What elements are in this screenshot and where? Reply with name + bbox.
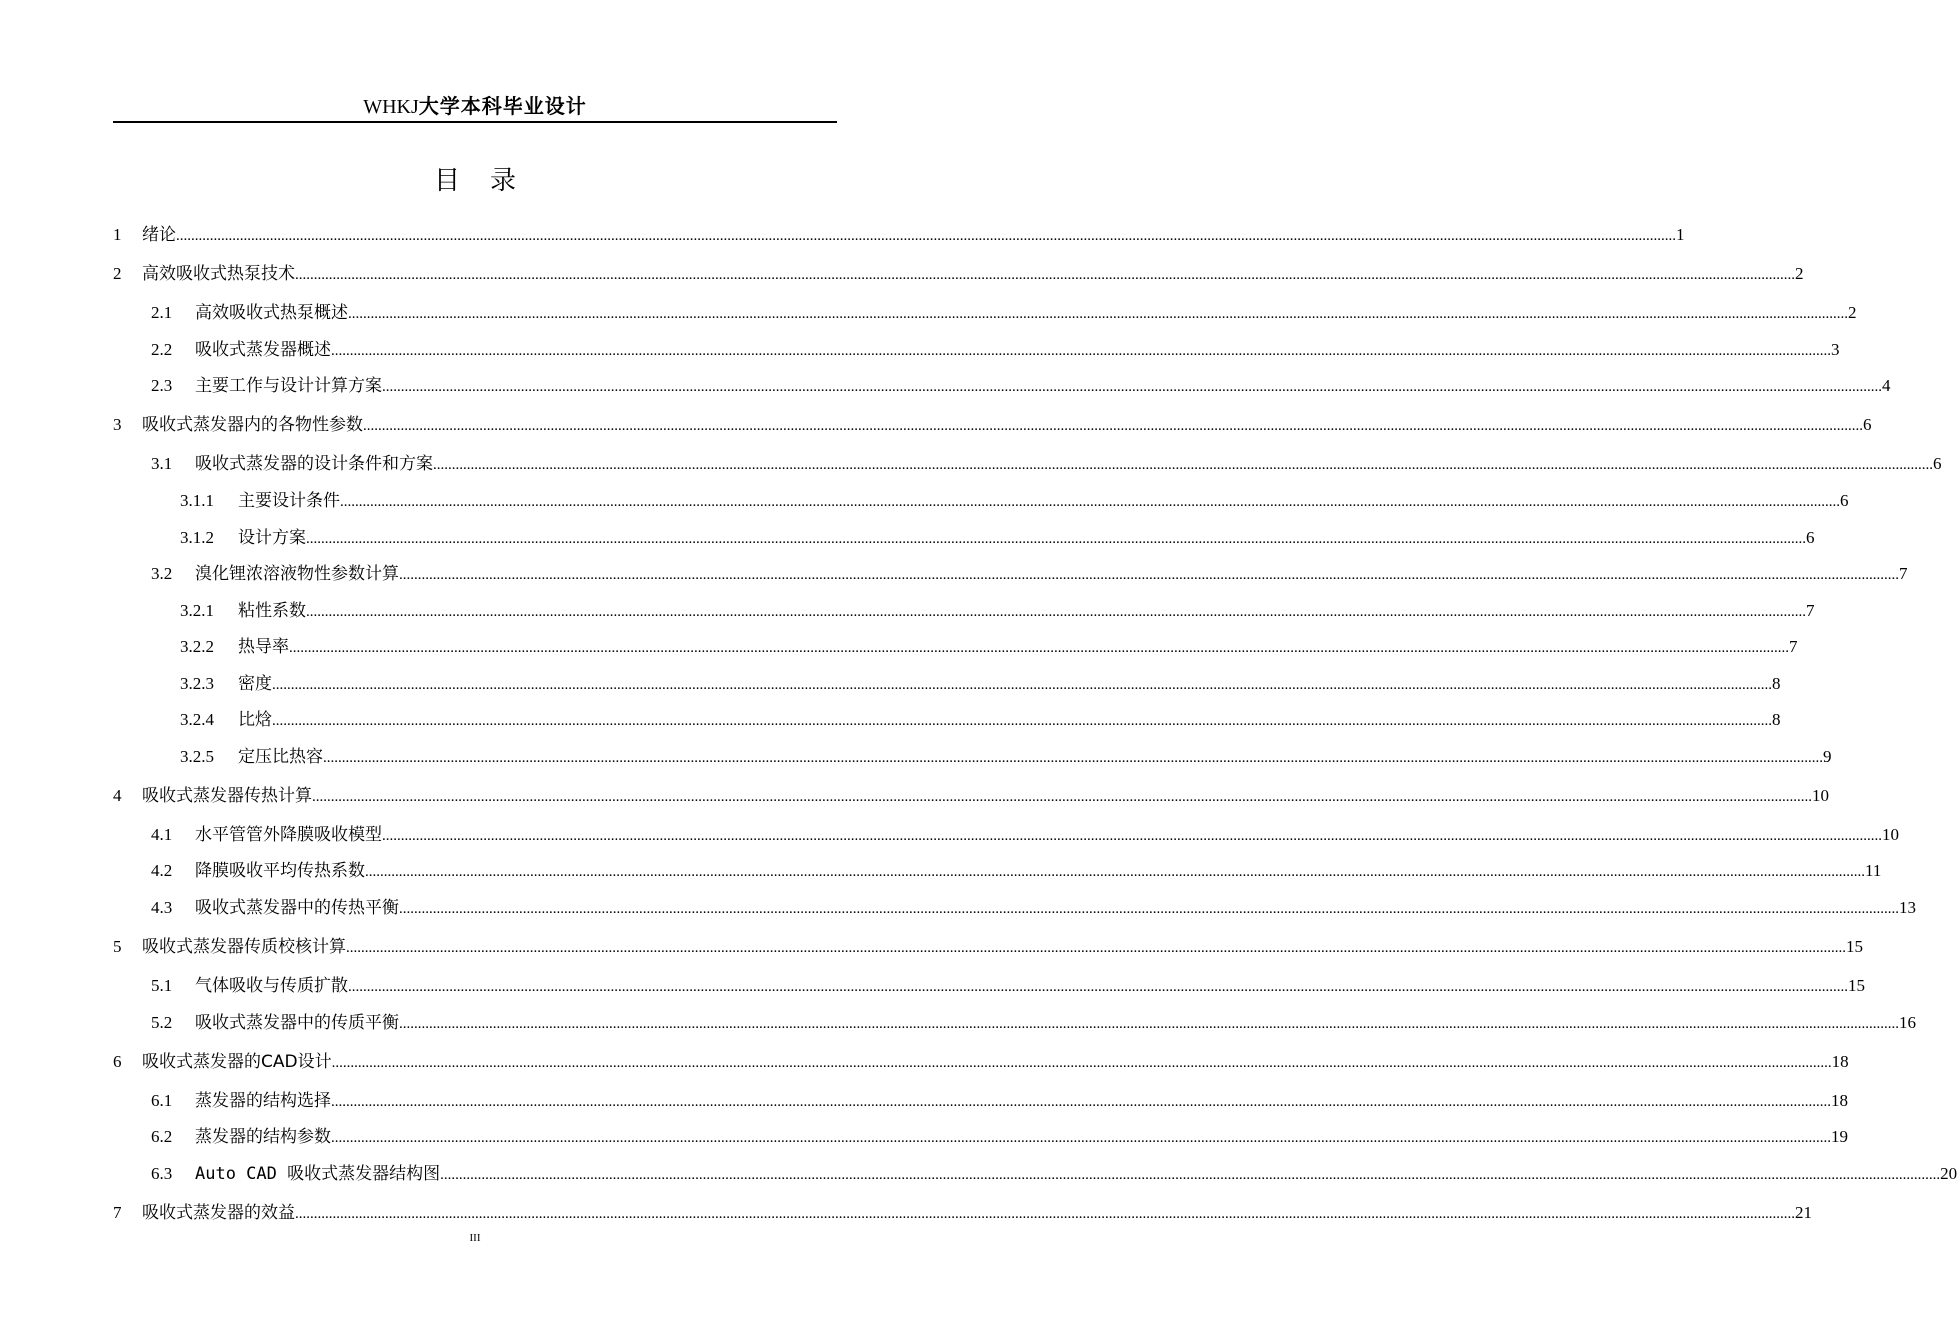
toc-entry-label: 蒸发器的结构选择: [195, 1091, 331, 1111]
toc-entry-page: 6: [1840, 491, 1849, 510]
toc-entry[interactable]: [113, 488, 1849, 514]
toc-entry-page: 10: [1812, 786, 1829, 805]
toc-entry-label: 溴化锂浓溶液物性参数计算: [195, 564, 399, 584]
toc-entry[interactable]: [113, 973, 1865, 999]
toc-entry-number: 2.1: [151, 303, 173, 322]
toc-entry-label: 主要工作与设计计算方案: [195, 376, 382, 396]
toc-entry[interactable]: [113, 561, 1908, 587]
toc-entry-label: 吸收式蒸发器中的传热平衡: [195, 898, 399, 918]
toc-entry[interactable]: [113, 598, 1815, 624]
toc-entry[interactable]: [113, 337, 1840, 363]
toc-entry[interactable]: [113, 222, 1685, 248]
toc-leader-dots: ................................................................................................................................................................................................................................................................................................................................................................................................................: [348, 979, 1848, 995]
toc-entry-label: 高效吸收式热泵技术: [142, 264, 295, 284]
toc-leader-dots: ................................................................................................................................................................................................................................................................................................................................................................................................................: [399, 1016, 1899, 1032]
toc-entry-page: 3: [1831, 340, 1840, 359]
toc-entry-label: 蒸发器的结构参数: [195, 1127, 331, 1147]
toc-entry-number: 3.2.2: [180, 637, 214, 656]
toc-entry[interactable]: [113, 744, 1832, 770]
toc-entry[interactable]: [113, 1124, 1848, 1150]
toc-entry-number: 3.1.2: [180, 528, 214, 547]
toc-entry-number: 5.1: [151, 976, 173, 995]
toc-entry[interactable]: [113, 858, 1882, 884]
toc-leader-dots: ................................................................................................................................................................................................................................................................................................................................................................................................................: [363, 418, 1863, 434]
toc-entry-number: 3.2.4: [180, 710, 214, 729]
toc-entry-page: 7: [1899, 564, 1908, 583]
toc-entry-label: 吸收式蒸发器传热计算: [142, 786, 312, 806]
toc-entry[interactable]: [113, 412, 1872, 438]
toc-leader-dots: ................................................................................................................................................................................................................................................................................................................................................................................................................: [272, 713, 1772, 729]
toc-entry-page: 18: [1831, 1052, 1849, 1071]
toc-leader-dots: ................................................................................................................................................................................................................................................................................................................................................................................................................: [306, 531, 1806, 547]
toc-entry-label: 气体吸收与传质扩散: [195, 976, 348, 996]
toc-entry[interactable]: [113, 373, 1891, 399]
toc-entry[interactable]: [113, 822, 1899, 848]
toc-entry-number: 5.2: [151, 1013, 173, 1032]
toc-entry[interactable]: [113, 895, 1916, 921]
header-latin: WHKJ: [363, 96, 419, 118]
toc-leader-dots: ................................................................................................................................................................................................................................................................................................................................................................................................................: [348, 306, 1848, 322]
toc-entry-page: 8: [1772, 710, 1781, 729]
toc-entry-number: 6.3: [151, 1164, 173, 1183]
toc-entry-number: 2.2: [151, 340, 173, 359]
toc-leader-dots: ................................................................................................................................................................................................................................................................................................................................................................................................................: [382, 379, 1882, 395]
toc-leader-dots: ................................................................................................................................................................................................................................................................................................................................................................................................................: [433, 457, 1933, 473]
toc-entry[interactable]: [113, 783, 1829, 809]
toc-entry[interactable]: [113, 707, 1781, 733]
toc-entry[interactable]: [113, 1049, 1849, 1075]
toc-entry[interactable]: [113, 1200, 1812, 1226]
toc-entry-number: 3: [113, 415, 122, 434]
toc-entry-number: 3.1: [151, 454, 173, 473]
toc-leader-dots: ................................................................................................................................................................................................................................................................................................................................................................................................................: [440, 1167, 1941, 1183]
toc-entry-number: 1: [113, 225, 122, 244]
toc-entry-label: 比焓: [238, 710, 272, 730]
toc-entry-page: 16: [1899, 1013, 1916, 1032]
toc-entry-label: 吸收式蒸发器内的各物性参数: [142, 415, 363, 435]
toc-entry[interactable]: [113, 1088, 1848, 1114]
toc-entry[interactable]: [113, 634, 1798, 660]
toc-leader-dots: ................................................................................................................................................................................................................................................................................................................................................................................................................: [323, 750, 1823, 766]
toc-entry-label: 定压比热容: [238, 747, 323, 767]
toc-entry-page: 13: [1899, 898, 1916, 917]
toc-leader-dots: ................................................................................................................................................................................................................................................................................................................................................................................................................: [365, 864, 1865, 880]
toc-entry-number: 3.2.3: [180, 674, 214, 693]
toc-entry-label: 降膜吸收平均传热系数: [195, 861, 365, 881]
toc-entry[interactable]: [113, 1010, 1916, 1036]
toc-entry-number: 4: [113, 786, 122, 805]
toc-entry-page: 2: [1848, 303, 1857, 322]
toc-entry-number: 3.2.5: [180, 747, 214, 766]
toc-leader-dots: ................................................................................................................................................................................................................................................................................................................................................................................................................: [331, 1130, 1831, 1146]
toc-entry-label: 吸收式蒸发器中的传质平衡: [195, 1013, 399, 1033]
toc-entry-label: 吸收式蒸发器的设计条件和方案: [195, 454, 433, 474]
toc-title: 目录: [433, 166, 546, 196]
toc-leader-dots: ................................................................................................................................................................................................................................................................................................................................................................................................................: [331, 1094, 1831, 1110]
toc-entry-number: 6: [113, 1052, 122, 1071]
toc-leader-dots: ................................................................................................................................................................................................................................................................................................................................................................................................................: [295, 267, 1795, 283]
toc-leader-dots: ................................................................................................................................................................................................................................................................................................................................................................................................................: [399, 901, 1899, 917]
toc-entry-label: 绪论: [142, 225, 176, 245]
toc-leader-dots: ................................................................................................................................................................................................................................................................................................................................................................................................................: [289, 640, 1789, 656]
page-header: [113, 93, 837, 120]
header-title: 大学本科毕业设计: [418, 94, 587, 118]
toc-entry-number: 3.2: [151, 564, 173, 583]
toc-entry-number: 6.1: [151, 1091, 173, 1110]
toc-entry-page: 6: [1933, 454, 1942, 473]
toc-entry-page: 6: [1806, 528, 1815, 547]
toc-entry-label: Auto CAD 吸收式蒸发器结构图: [195, 1164, 441, 1184]
toc-entry-number: 2: [113, 264, 122, 283]
toc-leader-dots: ................................................................................................................................................................................................................................................................................................................................................................................................................: [306, 604, 1806, 620]
toc-entry-page: 2: [1795, 264, 1804, 283]
toc-entry[interactable]: [113, 671, 1781, 697]
toc-entry-label: 设计方案: [238, 528, 306, 548]
toc-entry-page: 1: [1676, 225, 1685, 244]
toc-leader-dots: ................................................................................................................................................................................................................................................................................................................................................................................................................: [176, 228, 1676, 244]
toc-entry-label: 热导率: [238, 637, 289, 657]
toc-entry-label: 吸收式蒸发器的CAD设计: [142, 1052, 332, 1072]
toc-entry-page: 18: [1831, 1091, 1848, 1110]
toc-entry-page: 15: [1846, 937, 1863, 956]
toc-entry-number: 4.1: [151, 825, 173, 844]
toc-entry-page: 6: [1863, 415, 1872, 434]
toc-entry-page: 7: [1789, 637, 1798, 656]
toc-entry-label: 密度: [238, 674, 272, 694]
toc-leader-dots: ................................................................................................................................................................................................................................................................................................................................................................................................................: [399, 567, 1899, 583]
toc-leader-dots: ................................................................................................................................................................................................................................................................................................................................................................................................................: [331, 343, 1831, 359]
toc-leader-dots: ................................................................................................................................................................................................................................................................................................................................................................................................................: [346, 940, 1846, 956]
toc-entry-page: 4: [1882, 376, 1891, 395]
toc-entry-page: 10: [1882, 825, 1899, 844]
toc-entry-label: 吸收式蒸发器传质校核计算: [142, 937, 346, 957]
toc-entry-number: 5: [113, 937, 122, 956]
toc-entry-label: 吸收式蒸发器概述: [195, 340, 331, 360]
toc-entry[interactable]: [113, 300, 1857, 326]
toc-entry[interactable]: [113, 525, 1815, 551]
toc-leader-dots: ................................................................................................................................................................................................................................................................................................................................................................................................................: [272, 677, 1772, 693]
toc-entry-number: 7: [113, 1203, 122, 1222]
toc-entry-page: 19: [1831, 1127, 1848, 1146]
header-rule: [113, 121, 837, 123]
toc-entry-page: 8: [1772, 674, 1781, 693]
toc-entry-page: 21: [1795, 1203, 1812, 1222]
toc-leader-dots: ................................................................................................................................................................................................................................................................................................................................................................................................................: [331, 1055, 1832, 1071]
toc-entry-number: 4.3: [151, 898, 173, 917]
toc-entry[interactable]: [113, 934, 1863, 960]
toc-entry-page: 11: [1865, 861, 1882, 880]
toc-entry-label: 粘性系数: [238, 601, 306, 621]
toc-leader-dots: ................................................................................................................................................................................................................................................................................................................................................................................................................: [295, 1206, 1795, 1222]
toc-entry-label: 水平管管外降膜吸收模型: [195, 825, 382, 845]
toc-leader-dots: ................................................................................................................................................................................................................................................................................................................................................................................................................: [382, 828, 1882, 844]
page-number: III: [469, 1232, 481, 1244]
toc-leader-dots: ................................................................................................................................................................................................................................................................................................................................................................................................................: [312, 789, 1812, 805]
toc-entry[interactable]: [113, 451, 1942, 477]
toc-entry-number: 6.2: [151, 1127, 173, 1146]
toc-entry-number: 2.3: [151, 376, 173, 395]
toc-entry-label: 主要设计条件: [238, 491, 340, 511]
toc-entry-label: 高效吸收式热泵概述: [195, 303, 348, 323]
toc-entry-page: 7: [1806, 601, 1815, 620]
toc-entry-number: 3.2.1: [180, 601, 214, 620]
toc-leader-dots: ................................................................................................................................................................................................................................................................................................................................................................................................................: [340, 494, 1840, 510]
toc-entry-page: 20: [1940, 1164, 1957, 1183]
toc-entry[interactable]: [113, 261, 1804, 287]
toc-entry[interactable]: [113, 1161, 1957, 1187]
toc-entry-page: 15: [1848, 976, 1865, 995]
toc-entry-page: 9: [1823, 747, 1832, 766]
toc-entry-number: 3.1.1: [180, 491, 214, 510]
toc-entry-label: 吸收式蒸发器的效益: [142, 1203, 295, 1223]
toc-entry-number: 4.2: [151, 861, 173, 880]
